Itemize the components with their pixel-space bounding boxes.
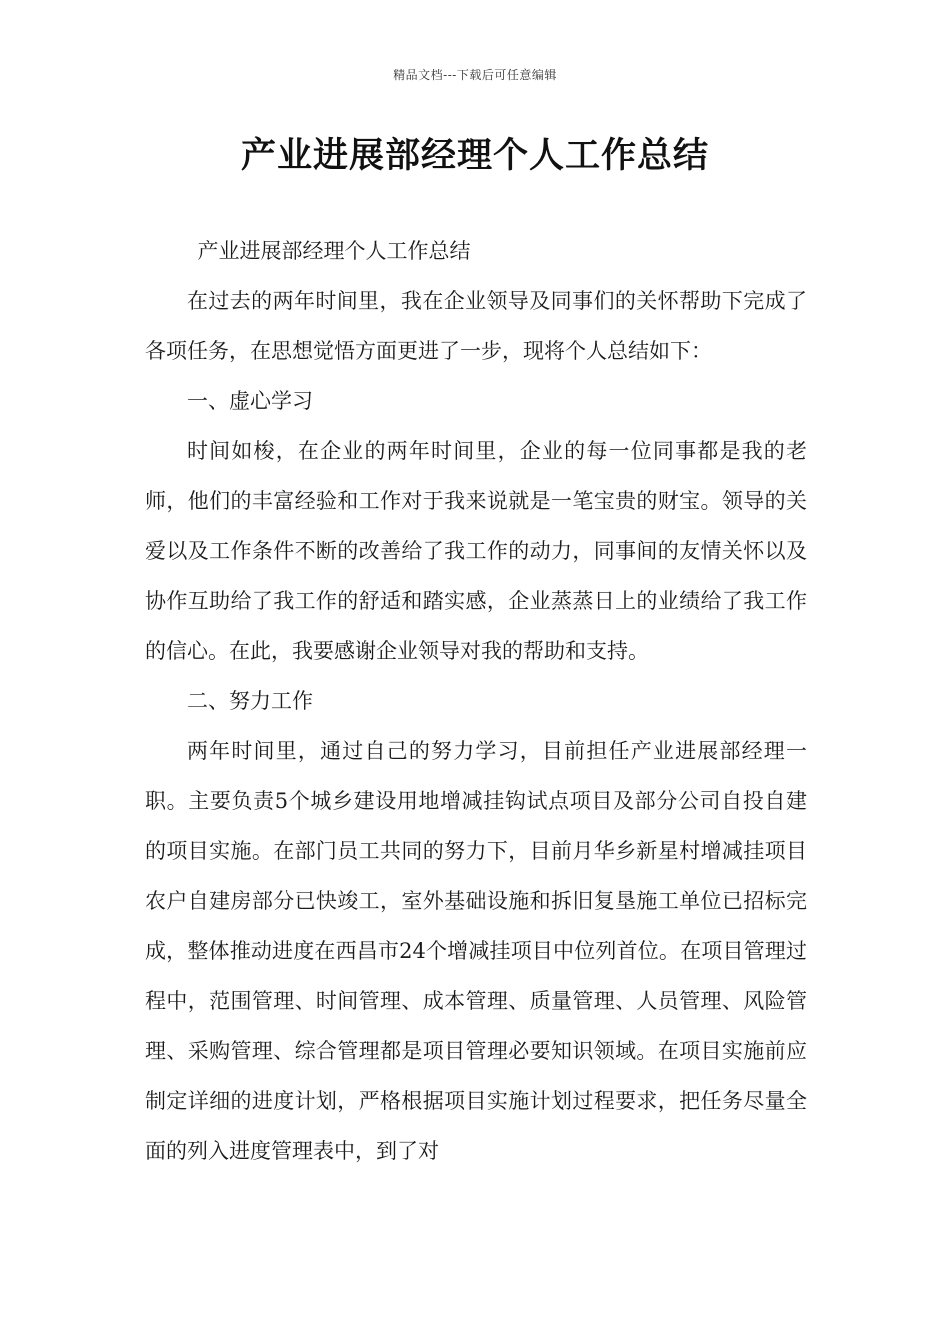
paragraph-section-1: 时间如梭，在企业的两年时间里，企业的每一位同事都是我的老师，他们的丰富经验和工作对于我来说就是一笔宝贵的财宝。领导的关爱以及工作条件不断的改善给了我工作的动力，同事间的友情关怀以及协作互助给了我工作的舒适和踏实感，企业蒸蒸日上的业绩给了我工作的信心。在此，我要感谢企业领导对我的帮助和支持。 — [145, 439, 807, 663]
page-header-note: 精品文档---下载后可任意编辑 — [393, 68, 557, 82]
paragraph-intro: 在过去的两年时间里，我在企业领导及同事们的关怀帮助下完成了各项任务，在思想觉悟方面更进了一步，现将个人总结如下： — [145, 289, 807, 363]
document-subtitle: 产业进展部经理个人工作总结 — [197, 239, 471, 263]
section-heading-2: 二、努力工作 — [187, 689, 313, 713]
paragraph-section-2: 两年时间里，通过自己的努力学习，目前担任产业进展部经理一职。主要负责5个城乡建设用地增减挂钩试点项目及部分公司自投自建的项目实施。在部门员工共同的努力下，目前月华乡新星村增减挂项目农户自建房部分已快竣工，室外基础设施和拆旧复垦施工单位已招标完成，整体推动进度在西昌市24个增减挂项目中位列首位。在项目管理过程中，范围管理、时间管理、成本管理、质量管理、人员管理、风险管理、采购管理、综合管理都是项目管理必要知识领域。在项目实施前应制定详细的进度计划，严格根据项目实施计划过程要求，把任务尽量全面的列入进度管理表中，到了对 — [145, 739, 807, 1163]
document-body — [145, 226, 807, 1176]
section-heading-1: 一、虚心学习 — [187, 389, 313, 413]
document-title: 产业进展部经理个人工作总结 — [240, 136, 709, 176]
